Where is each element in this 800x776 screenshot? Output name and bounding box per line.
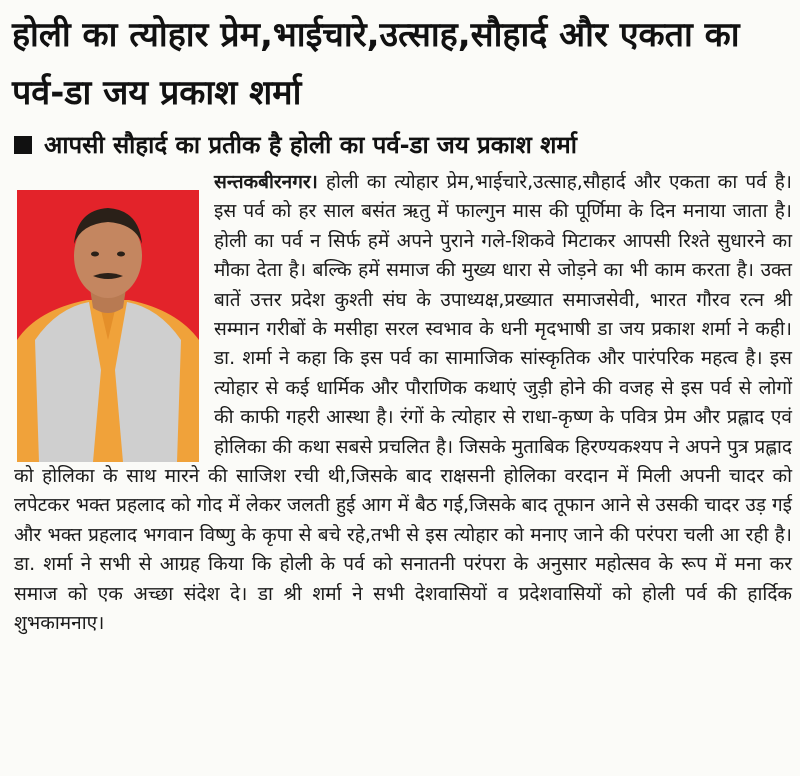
headline: होली का त्योहार प्रेम,भाईचारे,उत्साह,सौहार्द और एकता का पर्व-डा जय प्रकाश शर्मा bbox=[12, 15, 740, 113]
subheadline: आपसी सौहार्द का प्रतीक है होली का पर्व-डा जय प्रकाश शर्मा bbox=[44, 131, 578, 159]
square-bullet-icon bbox=[14, 136, 32, 154]
subheadline-row bbox=[14, 127, 794, 163]
dateline: सन्तकबीरनगर। bbox=[214, 171, 318, 193]
photo-spacer bbox=[14, 168, 214, 462]
article-body-text: होली का त्योहार प्रेम,भाईचारे,उत्साह,सौहार्द और एकता का पर्व है। इस पर्व को हर साल बसंत ऋतु में फाल्गुन मास की पूर्णिमा के दिन मनाया जाता है।होली का पर्व न सिर्फ हमें अपने पुराने गले-शिकवे मिटाकर आपसी रिश्ते सुधारने का मौका देता है। बल्कि हमें समाज की मुख्य धारा से जोड़ने का भी काम करता है। उक्त बातें उत्तर प्रदेश कुश्ती संघ के उपाध्यक्ष,प्रख्यात समाजसेवी, भारत गौरव रत्न श्री सम्मान गरीबों के मसीहा सरल स्वभाव के धनी मृदभाषी डा जय प्रकाश शर्मा ने कही। डा. शर्मा ने कहा कि इस पर्व का सामाजिक सांस्कृतिक और पारंपरिक महत्व है। इस त्योहार से कई धार्मिक और पौराणिक कथाएं जुड़ी होने की वजह से इस पर्व से लोगों की काफी गहरी आस्था है। रंगों के त्योहार से राधा-कृष्ण के पवित्र प्रेम और प्रह्लाद एवं होलिका की कथा सबसे प्रचलित है। जिसके मुताबिक हिरण्यकश्यप ने अपने पुत्र प्रह्लाद को होलिका के साथ मारने की साजिश रची थी,जिसके बाद राक्षसनी होलिका वरदान में मिली अपनी चादर को लपेटकर भक्त प्रहलाद को गोद में लेकर जलती हुई आग में बैठ गई,जिसके बाद तूफान आने से उसकी चादर उड़ गई और भक्त प्रहलाद भगवान विष्णु के कृपा से बचे रहे,तभी से इस त्योहार को मनाए जाने की परंपरा चली आ रही है। डा. शर्मा ने सभी से आग्रह किया कि होली के पर्व को सनातनी परंपरा के अनुसार महोत्सव के रूप में मना कर समाज को एक अच्छा संदेश दे। डा श्री शर्मा ने सभी देशवासियों व प्रदेशवासियों को होली पर्व की हार्दिक शुभकामनाए। bbox=[14, 171, 792, 635]
article-body bbox=[14, 168, 792, 639]
